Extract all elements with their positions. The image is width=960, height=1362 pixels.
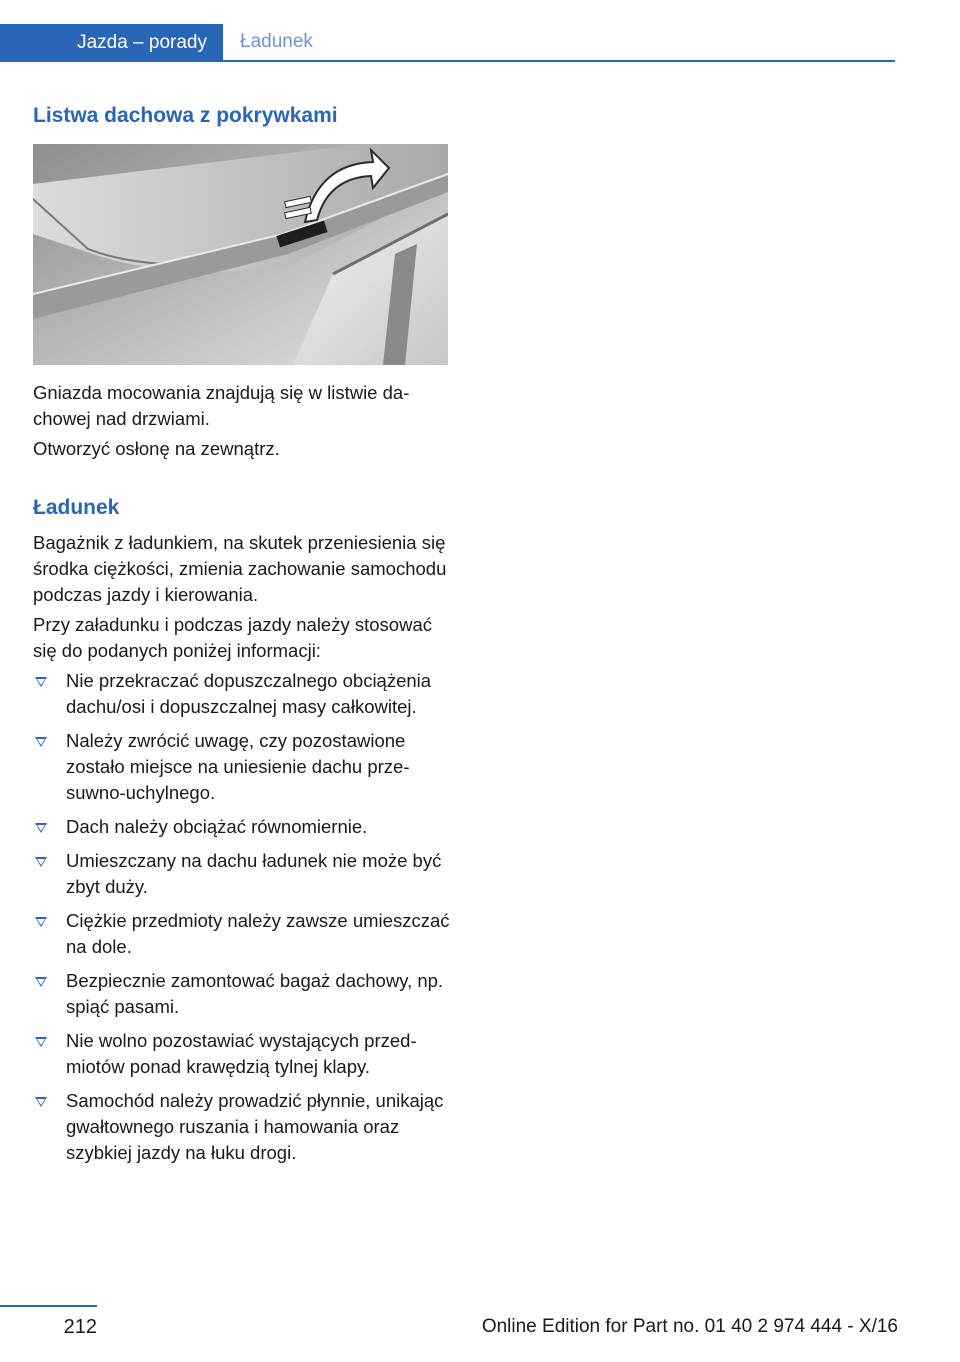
bullet-triangle-icon (35, 677, 47, 687)
bullet-triangle-icon (35, 737, 47, 747)
load-para-1: Bagażnik z ładunkiem, na skutek przeniesienia się środka ciężkości, zmienia zachowanie samochodu podczas jazdy i kierowania. (33, 532, 447, 605)
list-item-text: Dach należy obciążać równomiernie. (66, 816, 368, 837)
roof-rail-para-2: Otworzyć osłonę na zewnątrz. (33, 438, 280, 459)
list-item (33, 668, 453, 720)
list-item-text: Samochód należy prowadzić płynnie, unikając gwałtownego ruszania i hamowania oraz szybkiej jazdy na łuku drogi. (66, 1090, 444, 1163)
list-item (33, 1088, 453, 1166)
tab-section-label: Ładunek (240, 31, 313, 52)
list-item-text: Umieszczany na dachu ładunek nie może być zbyt duży. (66, 850, 442, 897)
list-item (33, 848, 453, 900)
bullet-triangle-icon (35, 823, 47, 833)
bullet-triangle-icon (35, 917, 47, 927)
list-item (33, 814, 453, 840)
roof-rail-para-1: Gniazda mocowania znajdują się w listwie dachowej nad drzwiami. (33, 382, 410, 429)
edition-note: Online Edition for Part no. 01 40 2 974 444 - X/16 (481, 1316, 898, 1337)
footer-rule (0, 1305, 97, 1307)
list-item (33, 908, 453, 960)
bullet-triangle-icon (35, 977, 47, 987)
tab-chapter[interactable] (0, 24, 223, 62)
page-number: 212 (63, 1316, 97, 1338)
load-para-2: Przy załadunku i podczas jazdy należy stosować się do podanych poniżej informacji: (33, 614, 432, 661)
bullet-triangle-icon (35, 1097, 47, 1107)
tab-section[interactable] (240, 24, 313, 60)
roof-rail-illustration (33, 144, 448, 365)
roof-rail-heading: Listwa dachowa z pokrywkami (33, 104, 338, 127)
list-item (33, 968, 453, 1020)
list-item-text: Należy zwrócić uwagę, czy pozostawione zostało miejsce na uniesienie dachu przesuwno-uchylnego. (66, 730, 410, 803)
list-item (33, 728, 453, 806)
bullet-triangle-icon (35, 857, 47, 867)
list-item-text: Nie przekraczać dopuszczalnego obciążenia dachu/osi i dopuszczalnej masy całkowitej. (66, 670, 432, 717)
list-item (33, 1028, 453, 1080)
bullet-triangle-icon (35, 1037, 47, 1047)
list-item-text: Nie wolno pozostawiać wystających przedmiotów ponad krawędzią tylnej klapy. (66, 1030, 417, 1077)
load-heading: Ładunek (33, 496, 120, 519)
load-bullet-list (33, 668, 453, 1174)
list-item-text: Ciężkie przedmioty należy zawsze umieszczać na dole. (66, 910, 450, 957)
roof-rail-photo (33, 144, 448, 365)
tab-chapter-label: Jazda – porady (77, 32, 207, 53)
list-item-text: Bezpiecznie zamontować bagaż dachowy, np. spiąć pasami. (66, 970, 444, 1017)
